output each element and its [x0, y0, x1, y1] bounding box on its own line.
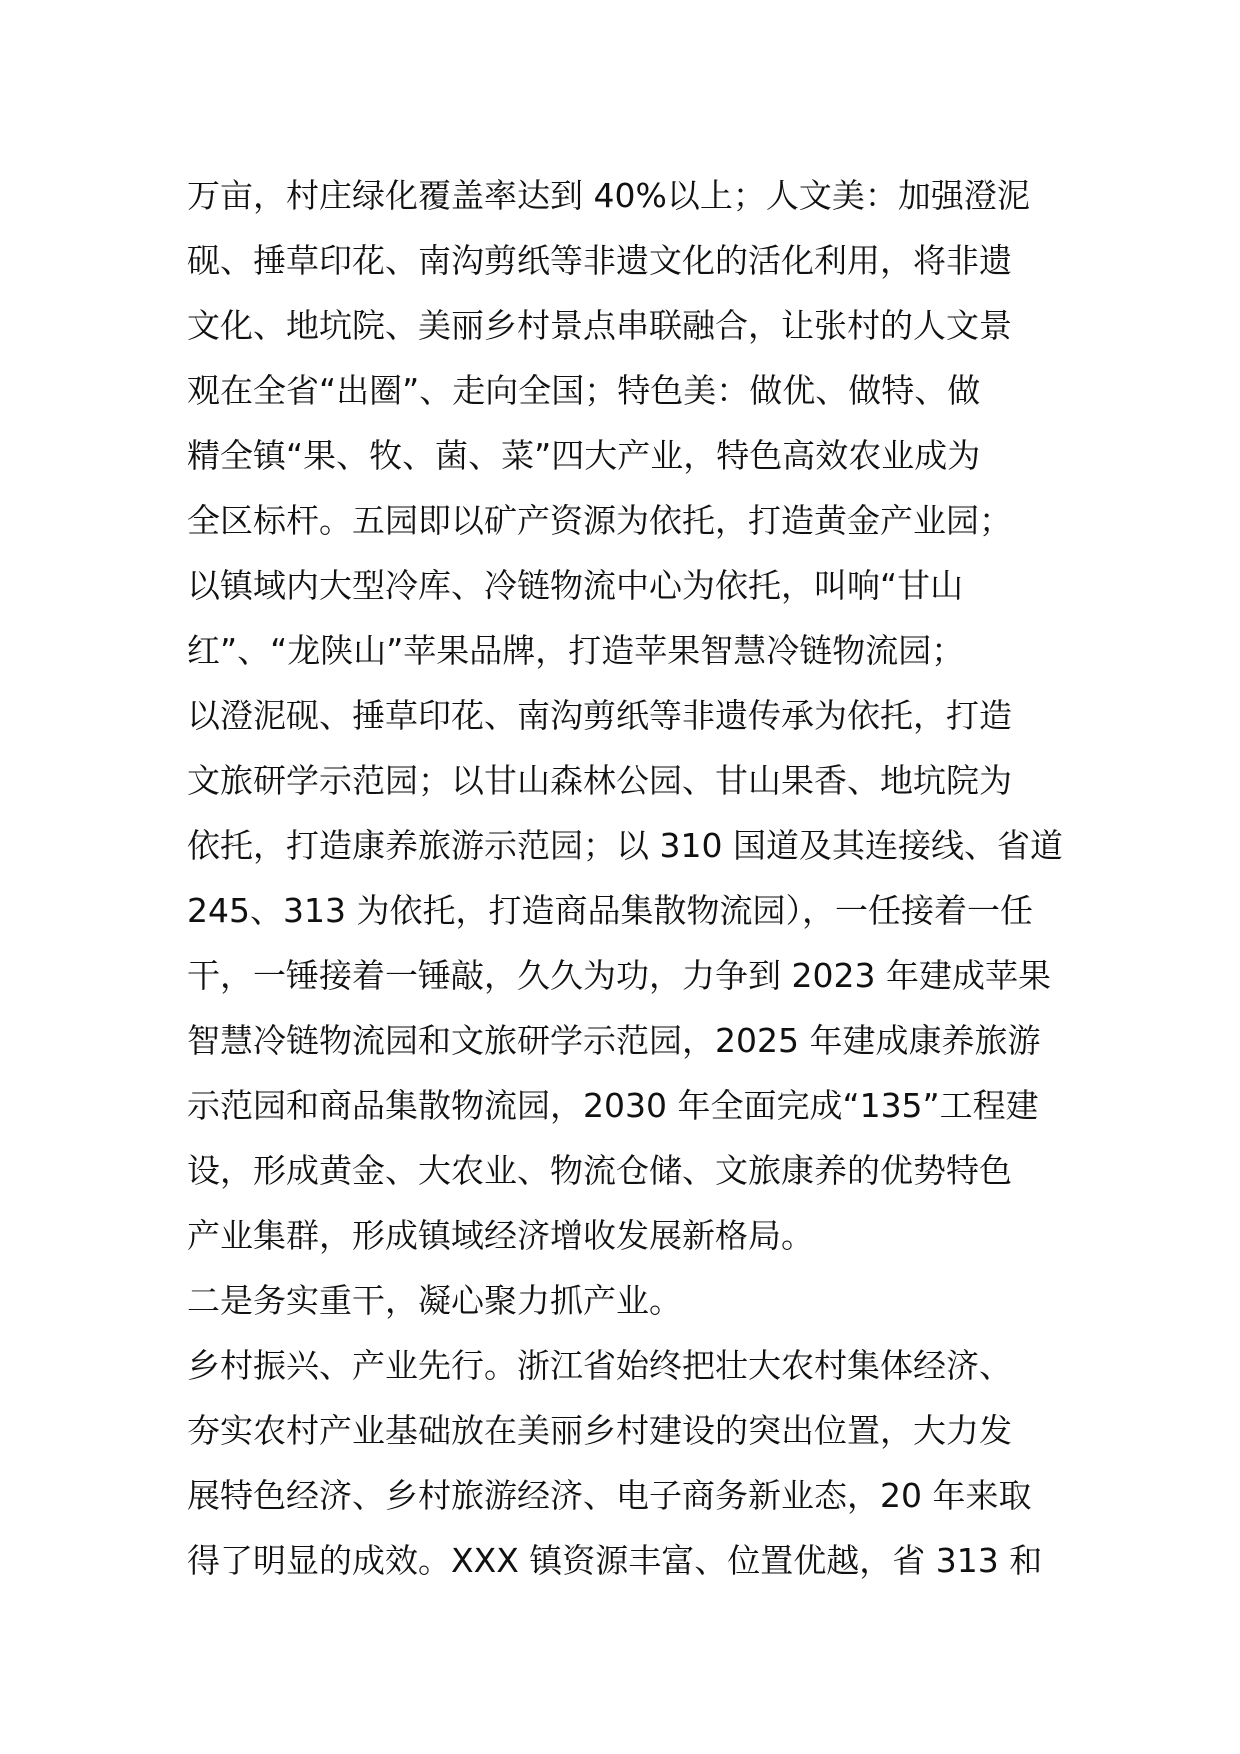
text-line: 文化、地坑院、美丽乡村景点串联融合，让张村的人文景 [187, 306, 1012, 345]
text-line: 产业集群，形成镇域经济增收发展新格局。 [187, 1216, 814, 1255]
text-line: 示范园和商品集散物流园，2030 年全面完成“135”工程建 [187, 1086, 1039, 1125]
text-line: 全区标杆。五园即以矿产资源为依托，打造黄金产业园； [187, 501, 1012, 540]
text-line: 得了明显的成效。XXX 镇资源丰富、位置优越，省 313 和 [187, 1541, 1043, 1580]
text-line: 展特色经济、乡村旅游经济、电子商务新业态，20 年来取 [187, 1476, 1032, 1515]
section-heading: 二是务实重干，凝心聚力抓产业。 [187, 1281, 682, 1320]
text-line: 干，一锤接着一锤敲，久久为功，力争到 2023 年建成苹果 [187, 956, 1051, 995]
text-line: 夯实农村产业基础放在美丽乡村建设的突出位置，大力发 [187, 1411, 1012, 1450]
text-line: 设，形成黄金、大农业、物流仓储、文旅康养的优势特色 [187, 1151, 1012, 1190]
text-line: 砚、捶草印花、南沟剪纸等非遗文化的活化利用，将非遗 [187, 241, 1012, 280]
text-line: 245、313 为依托，打造商品集散物流园），一任接着一任 [187, 891, 1033, 930]
text-line: 万亩，村庄绿化覆盖率达到 40%以上；人文美：加强澄泥 [187, 176, 1030, 215]
text-line: 红”、“龙陕山”苹果品牌，打造苹果智慧冷链物流园； [187, 631, 965, 670]
text-line: 乡村振兴、产业先行。浙江省始终把壮大农村集体经济、 [187, 1346, 1012, 1385]
body-text [187, 163, 1067, 1593]
text-line: 以镇域内大型冷库、冷链物流中心为依托，叫响“甘山 [187, 566, 964, 605]
text-line: 依托，打造康养旅游示范园；以 310 国道及其连接线、省道 [187, 826, 1063, 865]
text-line: 观在全省“出圈”、走向全国；特色美：做优、做特、做 [187, 371, 981, 410]
text-line: 智慧冷链物流园和文旅研学示范园，2025 年建成康养旅游 [187, 1021, 1041, 1060]
text-line: 以澄泥砚、捶草印花、南沟剪纸等非遗传承为依托，打造 [187, 696, 1012, 735]
text-line: 文旅研学示范园；以甘山森林公园、甘山果香、地坑院为 [187, 761, 1012, 800]
text-line: 精全镇“果、牧、菌、菜”四大产业，特色高效农业成为 [187, 436, 981, 475]
